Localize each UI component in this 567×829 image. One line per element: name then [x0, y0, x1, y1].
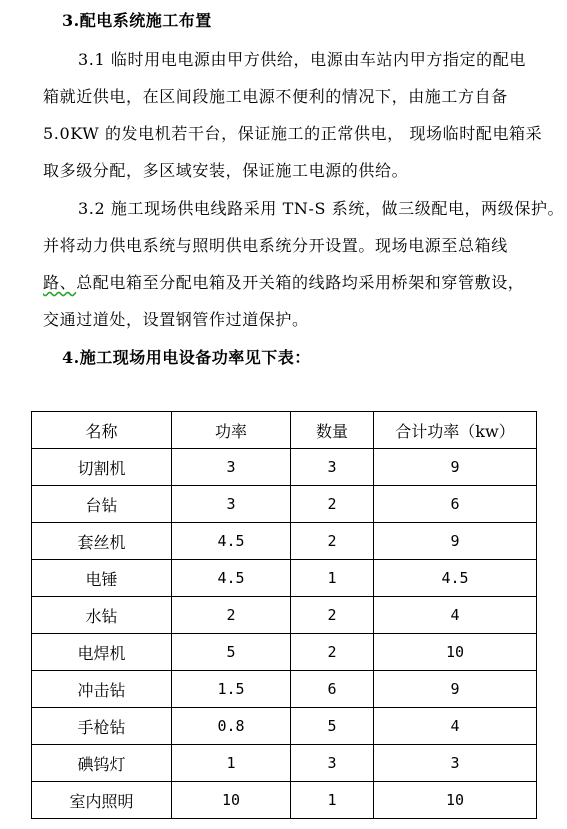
cell-power: 4.5	[172, 560, 291, 597]
cell-total-power: 10	[374, 634, 537, 671]
table-row	[32, 560, 537, 597]
cell-power: 5	[172, 634, 291, 671]
table-row	[32, 745, 537, 782]
cell-total-power: 4.5	[374, 560, 537, 597]
cell-name: 水钻	[32, 597, 172, 634]
cell-power: 1.5	[172, 671, 291, 708]
cell-power: 10	[172, 782, 291, 819]
table-row	[32, 708, 537, 745]
paragraph-3-2-line-1: 3.2 施工现场供电线路采用 TN-S 系统，做三级配电，两级保护。	[78, 199, 565, 218]
cell-quantity: 3	[291, 449, 374, 486]
cell-total-power: 10	[374, 782, 537, 819]
cell-power: 0.8	[172, 708, 291, 745]
equipment-power-table	[31, 411, 537, 819]
paragraph-3-1-line-1: 3.1 临时用电电源由甲方供给，电源由车站内甲方指定的配电	[78, 50, 526, 69]
cell-quantity: 2	[291, 486, 374, 523]
cell-name: 台钻	[32, 486, 172, 523]
header-power: 功率	[172, 412, 291, 449]
paragraph-3-2-line-3: 路、总配电箱至分配电箱及开关箱的线路均采用桥架和穿管敷设，	[43, 273, 525, 292]
cell-name: 碘钨灯	[32, 745, 172, 782]
paragraph-3-1-line-4: 取多级分配，多区域安装，保证施工电源的供给。	[43, 161, 409, 180]
section-4-heading: 4.施工现场用电设备功率见下表：	[62, 348, 311, 367]
cell-quantity: 1	[291, 560, 374, 597]
cell-power: 3	[172, 449, 291, 486]
cell-quantity: 1	[291, 782, 374, 819]
table-row	[32, 671, 537, 708]
table-row	[32, 523, 537, 560]
table-row	[32, 782, 537, 819]
cell-name: 电锤	[32, 560, 172, 597]
header-total-power: 合计功率（kw）	[374, 412, 537, 449]
cell-name: 套丝机	[32, 523, 172, 560]
cell-total-power: 9	[374, 449, 537, 486]
cell-total-power: 4	[374, 708, 537, 745]
cell-power: 4.5	[172, 523, 291, 560]
paragraph-3-1-line-2: 箱就近供电，在区间段施工电源不便利的情况下，由施工方自备	[43, 87, 508, 106]
header-quantity: 数量	[291, 412, 374, 449]
cell-name: 室内照明	[32, 782, 172, 819]
paragraph-3-1-line-3: 5.0KW 的发电机若干台，保证施工的正常供电， 现场临时配电箱采	[43, 124, 543, 143]
cell-power: 1	[172, 745, 291, 782]
table-row	[32, 486, 537, 523]
table-header-row	[32, 412, 537, 449]
cell-name: 冲击钻	[32, 671, 172, 708]
cell-quantity: 2	[291, 597, 374, 634]
cell-quantity: 2	[291, 523, 374, 560]
cell-name: 切割机	[32, 449, 172, 486]
cell-total-power: 4	[374, 597, 537, 634]
cell-quantity: 3	[291, 745, 374, 782]
paragraph-3-2-line-4: 交通过道处，设置钢管作过道保护。	[43, 310, 309, 329]
paragraph-3-2-line-2: 并将动力供电系统与照明供电系统分开设置。现场电源至总箱线	[43, 236, 508, 255]
cell-quantity: 2	[291, 634, 374, 671]
section-3-heading: 3.配电系统施工布置	[62, 11, 212, 30]
table-row	[32, 449, 537, 486]
cell-total-power: 9	[374, 523, 537, 560]
table-row	[32, 634, 537, 671]
cell-name: 手枪钻	[32, 708, 172, 745]
table-row	[32, 597, 537, 634]
cell-total-power: 6	[374, 486, 537, 523]
cell-quantity: 5	[291, 708, 374, 745]
cell-total-power: 3	[374, 745, 537, 782]
header-name: 名称	[32, 412, 172, 449]
cell-power: 3	[172, 486, 291, 523]
spellcheck-underline: 路、	[43, 273, 77, 292]
cell-total-power: 9	[374, 671, 537, 708]
cell-power: 2	[172, 597, 291, 634]
cell-name: 电焊机	[32, 634, 172, 671]
cell-quantity: 6	[291, 671, 374, 708]
